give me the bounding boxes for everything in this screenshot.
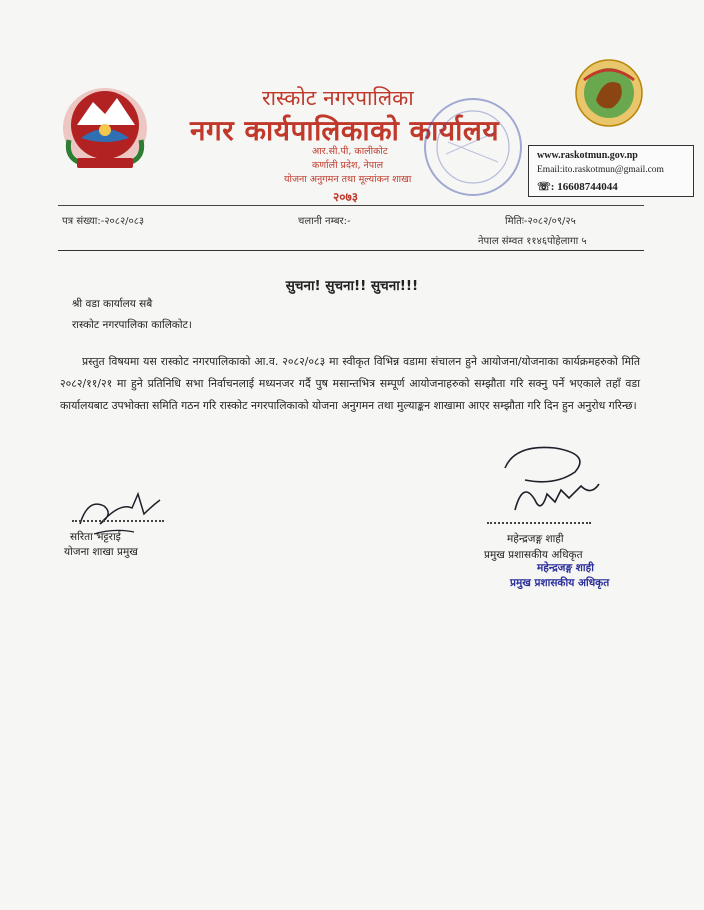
left-signatory-name: सरिता भट्टराई bbox=[70, 531, 121, 543]
left-signature-line bbox=[72, 520, 164, 522]
official-stamp-title: प्रमुख प्रशासकीय अधिकृत bbox=[510, 577, 610, 589]
notice-title: सुचना! सुचना!! सुचना!!! bbox=[285, 278, 419, 294]
letter-date: मितिः-२०८२/०९/२५ bbox=[505, 216, 576, 227]
nepal-emblem-logo bbox=[55, 80, 155, 175]
established-year: २०७३ bbox=[333, 190, 358, 204]
municipality-logo bbox=[574, 58, 644, 128]
addressee-line-2: रास्कोट नगरपालिका कालिकोट। bbox=[72, 319, 192, 331]
phone-icon: ☏ bbox=[537, 181, 551, 193]
email-text[interactable]: Email:ito.raskotmun@gmail.com bbox=[537, 165, 664, 175]
dispatch-number: चलानी नम्बर:- bbox=[298, 216, 351, 227]
right-signatory-name: महेन्द्रजङ्ग शाही bbox=[507, 533, 564, 545]
office-name: नगर कार्यपालिकाको कार्यालय bbox=[190, 114, 500, 147]
right-signature bbox=[495, 440, 605, 522]
right-signature-line bbox=[487, 522, 591, 524]
header-divider bbox=[58, 205, 644, 206]
phone-number: 16608744044 bbox=[557, 181, 618, 193]
left-signatory-title: योजना शाखा प्रमुख bbox=[64, 546, 138, 558]
contact-info-box bbox=[528, 145, 694, 197]
address-line-1: आर.सी.पी, कालीकोट bbox=[312, 146, 388, 157]
website-text[interactable]: www.raskotmun.gov.np bbox=[537, 150, 638, 161]
phone-text: ☏: 16608744044 bbox=[537, 181, 618, 193]
municipality-name: रास्कोट नगरपालिका bbox=[262, 86, 414, 110]
notice-body: प्रस्तुत विषयमा यस रास्कोट नगरपालिकाको आ.व. २०८२/०८३ मा स्वीकृत विभिन्न वडामा संचालन हुने आयोजना/योजनाका कार्यक्रमहरुको मिति २०८२/११/२१ मा हुने प्रतिनिधि सभा निर्वाचनलाई मध्यनजर गर्दै पुष मसान्तभित्र सम्पूर्ण आयोजनाहरुको सम्झौता गरि सक्नु पर्ने भएकाले तहाँ वडा कार्यालयबाट उपभोक्ता समिति गठन गरि रास्कोट नगरपालिकाको योजना अनुगमन तथा मुल्याङ्कन शाखामा आएर सम्झौता गरि दिन हुन अनुरोध गरिन्छ। bbox=[60, 355, 640, 412]
office-seal-stamp bbox=[418, 92, 528, 202]
right-signatory-title: प्रमुख प्रशासकीय अधिकृत bbox=[484, 549, 583, 561]
nepal-samvat-date: नेपाल संम्वत ११४६पोहेलागा ५ bbox=[478, 236, 587, 247]
official-stamp-name: महेन्द्रजङ्ग शाही bbox=[537, 562, 594, 574]
address-line-2: कर्णाली प्रदेश, नेपाल bbox=[312, 160, 384, 171]
addressee-line-1: श्री वडा कार्यालय सबै bbox=[72, 298, 153, 310]
meta-divider bbox=[58, 250, 644, 251]
address-line-3: योजना अनुगमन तथा मूल्यांकन शाखा bbox=[284, 174, 412, 185]
letter-number: पत्र संख्या:-२०८२/०८३ bbox=[62, 216, 145, 227]
